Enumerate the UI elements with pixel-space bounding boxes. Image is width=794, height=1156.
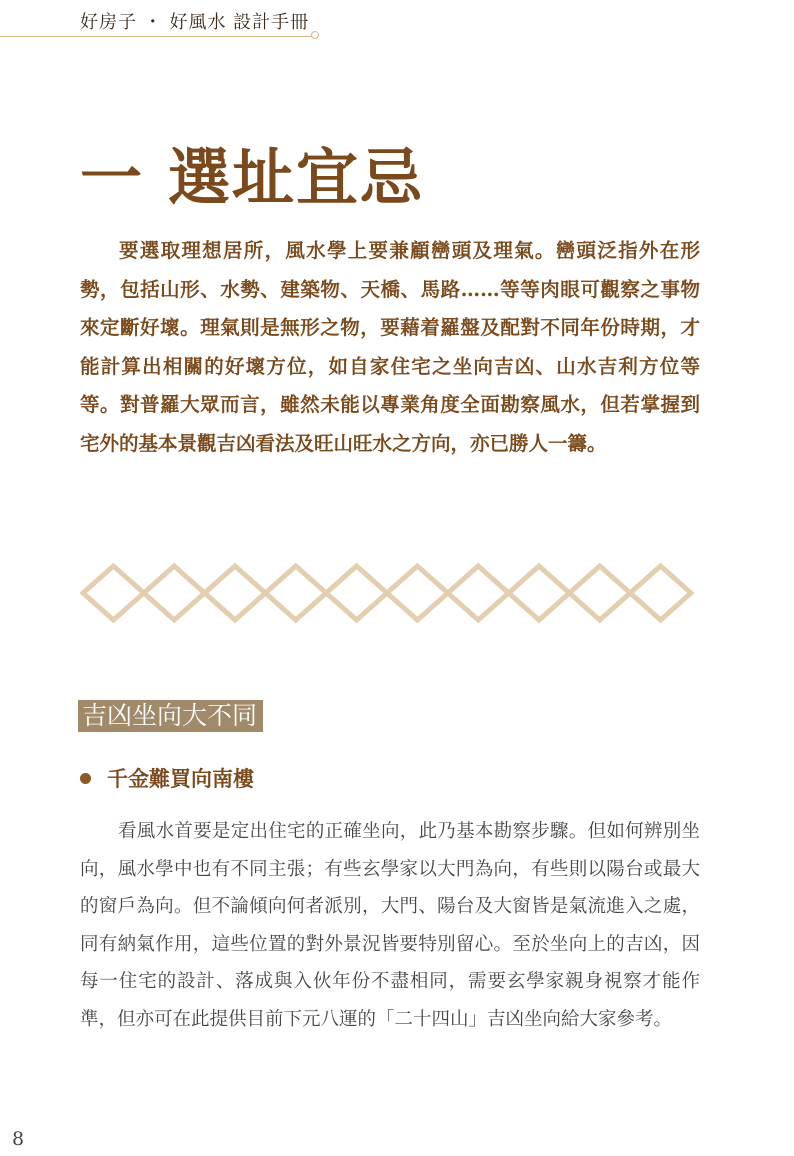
chapter-number: 一 <box>80 141 143 214</box>
body-paragraph: 看風水首要是定出住宅的正確坐向，此乃基本勘察步驟。但如何辨別坐向，風水學中也有不同主張；有些玄學家以大門為向，有些則以陽台或最大的窗戶為向。但不論傾向何者派別，大門、陽台及大窗皆是氣流進入之處，同有納氣作用，這些位置的對外景況皆要特別留心。至於坐向上的吉凶，因每一住宅的設計、落成與入伙年份不盡相同，需要玄學家親身視察才能作準，但亦可在此提供目前下元八運的「二十四山」吉凶坐向給大家參考。 <box>80 821 700 1030</box>
divider-diamond <box>83 566 144 620</box>
chapter-title: 選址宜忌 <box>168 141 425 214</box>
intro-paragraph: 要選取理想居所，風水學上要兼顧巒頭及理氣。巒頭泛指外在形勢，包括山形、水勢、建築物、天橋、馬路……等等肉眼可觀察之事物來定斷好壞。理氣則是無形之物，要藉着羅盤及配對不同年份時期，才能計算出相關的好壞方位，如自家住宅之坐向吉凶、山水吉利方位等等。對普羅大眾而言，雖然未能以專業角度全面勘察風水，但若掌握到宅外的基本景觀吉凶看法及旺山旺水之方向，亦已勝人一籌。 <box>80 239 700 455</box>
divider-diamond <box>326 566 387 620</box>
divider-diamond <box>630 566 691 620</box>
divider-diamond <box>144 566 205 620</box>
chapter-heading <box>80 138 424 218</box>
diamond-divider <box>80 562 694 624</box>
section-heading: 吉凶坐向大不同 <box>78 700 263 732</box>
divider-diamond <box>569 566 630 620</box>
divider-diamond <box>509 566 570 620</box>
subsection-title: 千金難買向南樓 <box>107 767 254 791</box>
header-rule <box>0 36 315 37</box>
subsection-heading <box>80 762 254 794</box>
header-rule-ornament <box>311 31 319 39</box>
divider-diamond <box>448 566 509 620</box>
page-number: 8 <box>12 1128 25 1150</box>
divider-diamond <box>205 566 266 620</box>
divider-diamond <box>387 566 448 620</box>
running-head: 好房子 ・ 好風水 設計手冊 <box>80 12 310 33</box>
divider-diamond <box>265 566 326 620</box>
bullet-icon <box>80 773 91 784</box>
